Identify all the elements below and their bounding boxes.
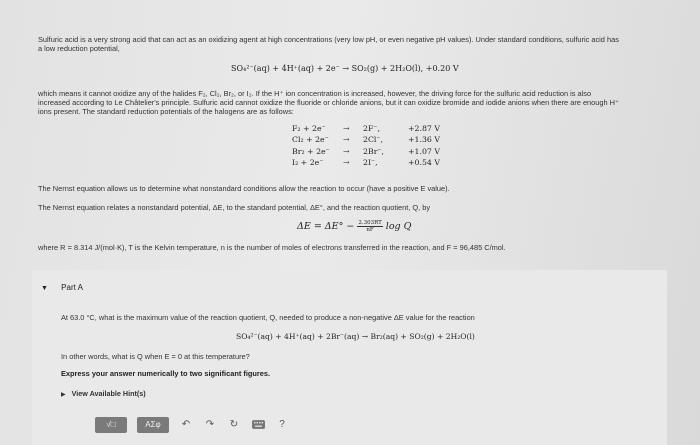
part-a-question: At 63.0 °C, what is the maximum value of the reaction quotient, Q, needed to produce a non-negative ΔE value for the reaction — [61, 313, 475, 322]
reaction-arrow: → — [343, 124, 350, 133]
nernst-rhs: log Q — [385, 221, 412, 232]
templates-button[interactable] — [95, 417, 127, 433]
nernst-equation — [297, 220, 411, 233]
halogen-reactant: Br₂ + 2e⁻ — [292, 146, 330, 156]
halogen-product: 2I⁻, — [363, 157, 378, 167]
nernst-fraction — [357, 220, 382, 233]
nernst-intro: The Nernst equation allows us to determine what nonstandard conditions allow the reaction to occur (have a positive E value). — [38, 184, 450, 193]
paragraph2-line-1: which means it cannot oxidize any of the halides F₂, Cl₂, Br₂, or I₂. If the H⁺ ion concentration is increased, however, the driving force for the sulfuric acid reduction is also — [38, 89, 592, 98]
halogen-reactant: Cl₂ + 2e⁻ — [292, 135, 329, 145]
expand-triangle-icon: ▶ — [61, 392, 66, 398]
constants-definition: where R = 8.314 J/(mol·K), T is the Kelvin temperature, n is the number of moles of electrons transferred in the reaction, and F = 96,485 C/mol. — [38, 243, 506, 252]
halogen-potential: +2.87 V — [408, 124, 441, 133]
view-hints-link[interactable] — [61, 389, 146, 398]
fraction-denominator: nF — [366, 227, 374, 233]
answer-instruction: Express your answer numerically to two significant figures. — [61, 369, 271, 378]
in-other-words-text: In other words, what is Q when E = 0 at this temperature? — [61, 352, 250, 361]
paragraph2-line-2: increased according to Le Châtelier's principle. Sulfuric acid cannot oxidize the fluoride or chloride anions, but it can oxidize bromide and iodide anions when there are enough H⁺ — [38, 98, 619, 107]
halogen-potential: +0.54 V — [408, 157, 441, 167]
halogen-reactant: F₂ + 2e⁻ — [292, 124, 326, 133]
halogen-product: 2Br⁻, — [363, 146, 385, 156]
reset-icon[interactable]: ↻ — [229, 419, 239, 430]
part-a-header[interactable] — [41, 283, 83, 292]
symbols-button[interactable] — [137, 417, 169, 433]
bromide-reaction-equation: SO₄²⁻(aq) + 4H⁺(aq) + 2Br⁻(aq) → Br₂(aq) + SO₂(g) + 2H₂O(l) — [236, 332, 475, 341]
nernst-lhs: ΔE = ΔE° − — [297, 221, 355, 232]
halogen-potential: +1.36 V — [408, 135, 441, 145]
help-icon[interactable] — [275, 417, 289, 433]
answer-toolbar — [95, 416, 289, 433]
sulfate-reduction-equation: SO₄²⁻(aq) + 4H⁺(aq) + 2e⁻ → SO₂(g) + 2H₂O(l), +0.20 V — [231, 64, 459, 73]
nernst-relation-text: The Nernst equation relates a nonstandard potential, ΔE, to the standard potential, ΔE°, and the reaction quotient, Q, by — [38, 203, 431, 212]
keyboard-icon[interactable] — [251, 417, 265, 433]
halogen-product: 2Cl⁻, — [363, 135, 384, 145]
redo-icon[interactable]: ↷ — [205, 419, 215, 430]
undo-icon[interactable]: ↶ — [181, 419, 191, 430]
reaction-arrow: → — [343, 135, 350, 145]
intro-line-2: a low reduction potential, — [38, 44, 120, 53]
symbols-label: ΑΣφ — [145, 420, 161, 429]
halogen-reactant: I₂ + 2e⁻ — [292, 157, 324, 167]
reaction-arrow: → — [343, 146, 350, 156]
reaction-arrow: → — [343, 157, 350, 167]
intro-line-1: Sulfuric acid is a very strong acid that can act as an oxidizing agent at high concentrations (very low pH, or even negative pH values). Under standard conditions, sulfuric acid has — [38, 35, 619, 44]
templates-label: √□ — [106, 420, 116, 429]
help-label: ? — [279, 419, 285, 430]
halogen-potential: +1.07 V — [408, 146, 441, 156]
view-hints-label: View Available Hint(s) — [71, 389, 146, 398]
paragraph2-line-3: ions present. The standard reduction potentials of the halogens are as follows: — [38, 107, 294, 116]
halogen-product: 2F⁻, — [363, 124, 380, 133]
part-a-label: Part A — [61, 283, 83, 292]
collapse-triangle-icon[interactable]: ▼ — [41, 285, 48, 292]
fraction-numerator: 2.303RT — [358, 220, 382, 226]
